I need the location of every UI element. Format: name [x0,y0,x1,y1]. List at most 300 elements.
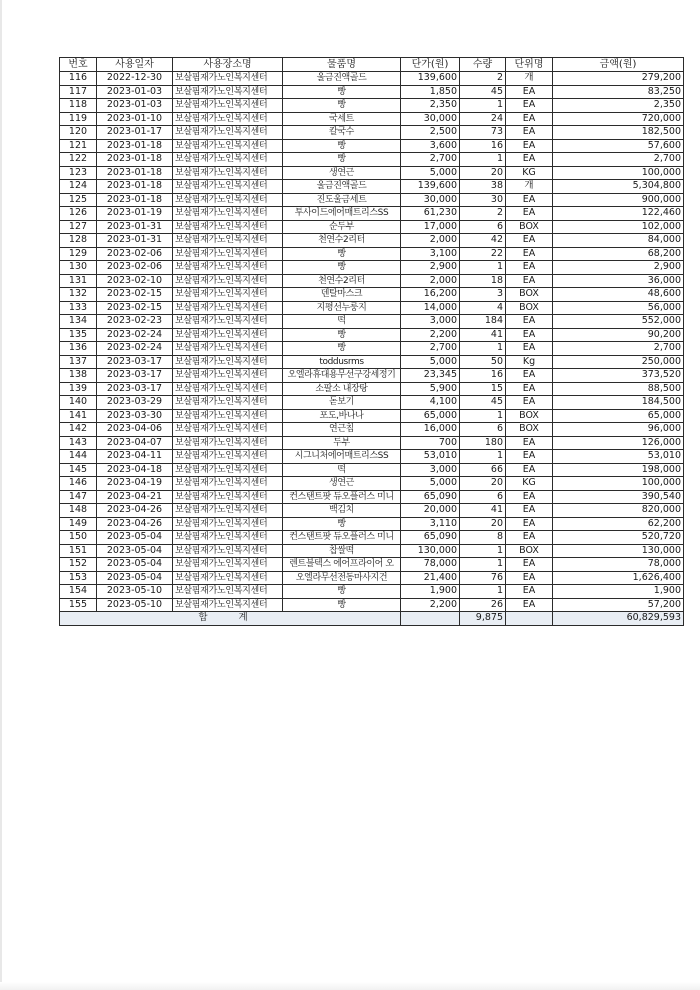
cell-item: 백김치 [283,504,401,518]
cell-site: 보살핌재가노인복지센터 [173,504,283,518]
cell-date: 2023-04-06 [97,423,173,437]
cell-amount: 820,000 [553,504,684,518]
cell-qty: 1 [460,544,506,558]
cell-price: 5,000 [401,477,460,491]
cell-price: 5,000 [401,355,460,369]
cell-unit: EA [506,207,553,221]
cell-qty: 6 [460,423,506,437]
cell-date: 2023-01-18 [97,153,173,167]
cell-no: 151 [60,544,97,558]
cell-site: 보살핌재가노인복지센터 [173,544,283,558]
cell-no: 140 [60,396,97,410]
cell-price: 5,000 [401,166,460,180]
cell-unit: EA [506,450,553,464]
header-row [60,58,684,72]
cell-no: 129 [60,247,97,261]
cell-date: 2023-01-03 [97,99,173,113]
cell-qty: 1 [460,153,506,167]
cell-no: 133 [60,301,97,315]
cell-date: 2023-04-07 [97,436,173,450]
cell-amount: 68,200 [553,247,684,261]
cell-unit: EA [506,517,553,531]
table-row [60,490,684,504]
cell-price: 17,000 [401,220,460,234]
cell-site: 보살핌재가노인복지센터 [173,261,283,275]
cell-amount: 102,000 [553,220,684,234]
cell-site: 보살핌재가노인복지센터 [173,342,283,356]
cell-item: 떡 [283,463,401,477]
cell-amount: 57,200 [553,598,684,612]
cell-site: 보살핌재가노인복지센터 [173,328,283,342]
header-amount: 금액(원) [553,58,684,72]
cell-price: 130,000 [401,544,460,558]
cell-site: 보살핌재가노인복지센터 [173,274,283,288]
cell-item: 떡 [283,315,401,329]
cell-unit: 개 [506,180,553,194]
cell-amount: 552,000 [553,315,684,329]
cell-unit: BOX [506,288,553,302]
cell-item: 컨스탠트팟 듀오플러스 미니 [283,531,401,545]
table-row [60,288,684,302]
cell-item: 순두부 [283,220,401,234]
cell-price: 5,900 [401,382,460,396]
cell-unit: EA [506,396,553,410]
header-no: 번호 [60,58,97,72]
table-row [60,193,684,207]
cell-date: 2023-02-23 [97,315,173,329]
cell-qty: 1 [460,585,506,599]
cell-no: 125 [60,193,97,207]
cell-qty: 41 [460,328,506,342]
cell-no: 145 [60,463,97,477]
cell-item: 빵 [283,99,401,113]
cell-site: 보살핌재가노인복지센터 [173,369,283,383]
cell-no: 147 [60,490,97,504]
cell-qty: 50 [460,355,506,369]
table-header [60,58,684,72]
cell-date: 2023-03-29 [97,396,173,410]
cell-amount: 78,000 [553,558,684,572]
cell-no: 130 [60,261,97,275]
total-row [60,612,684,626]
header-qty: 수량 [460,58,506,72]
cell-date: 2023-01-31 [97,220,173,234]
cell-unit: EA [506,85,553,99]
cell-item: 포도,바나나 [283,409,401,423]
cell-qty: 45 [460,396,506,410]
table-row [60,207,684,221]
table-row [60,328,684,342]
header-unit: 단위명 [506,58,553,72]
cell-qty: 42 [460,234,506,248]
cell-unit: EA [506,571,553,585]
cell-date: 2023-01-31 [97,234,173,248]
cell-no: 134 [60,315,97,329]
cell-price: 1,850 [401,85,460,99]
cell-item: 빵 [283,261,401,275]
cell-qty: 184 [460,315,506,329]
table-row [60,153,684,167]
table-row [60,436,684,450]
cell-unit: EA [506,598,553,612]
cell-item: 진도울금세트 [283,193,401,207]
cell-amount: 390,540 [553,490,684,504]
cell-unit: EA [506,369,553,383]
cell-amount: 100,000 [553,477,684,491]
cell-site: 보살핌재가노인복지센터 [173,477,283,491]
cell-price: 21,400 [401,571,460,585]
cell-price: 700 [401,436,460,450]
cell-item: 소팔소 내장탕 [283,382,401,396]
cell-unit: KG [506,477,553,491]
cell-date: 2023-01-18 [97,166,173,180]
cell-no: 139 [60,382,97,396]
cell-unit: EA [506,247,553,261]
cell-amount: 65,000 [553,409,684,423]
cell-amount: 130,000 [553,544,684,558]
cell-qty: 1 [460,558,506,572]
table-row [60,166,684,180]
cell-amount: 373,520 [553,369,684,383]
cell-unit: EA [506,436,553,450]
cell-date: 2023-01-03 [97,85,173,99]
cell-qty: 45 [460,85,506,99]
cell-amount: 62,200 [553,517,684,531]
table-row [60,571,684,585]
cell-unit: EA [506,558,553,572]
cell-item: 생연근 [283,166,401,180]
cell-amount: 5,304,800 [553,180,684,194]
cell-price: 1,900 [401,585,460,599]
cell-unit: BOX [506,220,553,234]
table-row [60,301,684,315]
cell-date: 2023-02-24 [97,342,173,356]
cell-price: 3,110 [401,517,460,531]
cell-item: 투사이드에어매트리스SS [283,207,401,221]
cell-amount: 2,900 [553,261,684,275]
table-row [60,517,684,531]
cell-unit: EA [506,342,553,356]
cell-no: 123 [60,166,97,180]
cell-site: 보살핌재가노인복지센터 [173,126,283,140]
table-row [60,274,684,288]
cell-unit: EA [506,463,553,477]
cell-site: 보살핌재가노인복지센터 [173,315,283,329]
cell-site: 보살핌재가노인복지센터 [173,247,283,261]
cell-unit: BOX [506,301,553,315]
table-row [60,139,684,153]
cell-site: 보살핌재가노인복지센터 [173,463,283,477]
table-row [60,450,684,464]
cell-date: 2023-02-24 [97,328,173,342]
cell-date: 2023-05-10 [97,598,173,612]
cell-no: 131 [60,274,97,288]
cell-price: 2,700 [401,342,460,356]
cell-date: 2023-02-06 [97,247,173,261]
header-item: 물품명 [283,58,401,72]
cell-site: 보살핌재가노인복지센터 [173,207,283,221]
cell-date: 2023-01-10 [97,112,173,126]
cell-amount: 1,900 [553,585,684,599]
cell-qty: 4 [460,301,506,315]
cell-date: 2022-12-30 [97,72,173,86]
header-site: 사용장소명 [173,58,283,72]
cell-qty: 73 [460,126,506,140]
table-body [60,72,684,612]
cell-item: 천연수2리터 [283,234,401,248]
cell-date: 2023-03-17 [97,369,173,383]
cell-date: 2023-04-19 [97,477,173,491]
table-row [60,99,684,113]
cell-no: 122 [60,153,97,167]
table-row [60,126,684,140]
cell-item: 빵 [283,598,401,612]
total-quantity: 9,875 [460,612,506,626]
cell-qty: 15 [460,382,506,396]
cell-item: 컨스탠트팟 듀오플러스 미니 [283,490,401,504]
cell-date: 2023-01-19 [97,207,173,221]
cell-amount: 90,200 [553,328,684,342]
cell-amount: 100,000 [553,166,684,180]
table-row [60,180,684,194]
cell-unit: KG [506,166,553,180]
cell-price: 2,200 [401,598,460,612]
cell-item: 울금진액골드 [283,72,401,86]
cell-unit: EA [506,261,553,275]
cell-no: 142 [60,423,97,437]
cell-site: 보살핌재가노인복지센터 [173,517,283,531]
cell-amount: 48,600 [553,288,684,302]
cell-price: 2,500 [401,126,460,140]
table-row [60,382,684,396]
cell-item: 칼국수 [283,126,401,140]
cell-no: 155 [60,598,97,612]
total-unit-blank [506,612,553,626]
cell-qty: 1 [460,409,506,423]
cell-no: 127 [60,220,97,234]
cell-item: 두부 [283,436,401,450]
table-footer [60,612,684,626]
cell-site: 보살핌재가노인복지센터 [173,234,283,248]
cell-date: 2023-02-06 [97,261,173,275]
cell-amount: 53,010 [553,450,684,464]
cell-price: 2,000 [401,234,460,248]
cell-date: 2023-04-26 [97,517,173,531]
cell-price: 2,000 [401,274,460,288]
cell-price: 20,000 [401,504,460,518]
cell-item: 생연근 [283,477,401,491]
table-row [60,85,684,99]
cell-amount: 2,700 [553,153,684,167]
cell-no: 135 [60,328,97,342]
cell-price: 16,200 [401,288,460,302]
table-row [60,585,684,599]
cell-site: 보살핌재가노인복지센터 [173,396,283,410]
cell-no: 124 [60,180,97,194]
cell-item: 빵 [283,342,401,356]
cell-unit: EA [506,126,553,140]
page-edge-shadow [0,982,700,990]
table-row [60,72,684,86]
cell-unit: 개 [506,72,553,86]
cell-price: 78,000 [401,558,460,572]
cell-no: 152 [60,558,97,572]
cell-item: 지평선누룽지 [283,301,401,315]
cell-amount: 56,000 [553,301,684,315]
cell-no: 149 [60,517,97,531]
cell-price: 16,000 [401,423,460,437]
cell-amount: 279,200 [553,72,684,86]
cell-item: 오엘라무선전동마사지건 [283,571,401,585]
cell-qty: 2 [460,72,506,86]
cell-no: 146 [60,477,97,491]
cell-item: toddusrms [283,355,401,369]
cell-qty: 2 [460,207,506,221]
cell-site: 보살핌재가노인복지센터 [173,72,283,86]
cell-item: 빵 [283,517,401,531]
table-row [60,477,684,491]
cell-unit: EA [506,139,553,153]
table-row [60,544,684,558]
cell-site: 보살핌재가노인복지센터 [173,99,283,113]
cell-site: 보살핌재가노인복지센터 [173,85,283,99]
cell-date: 2023-02-15 [97,301,173,315]
table-row [60,463,684,477]
cell-date: 2023-05-04 [97,558,173,572]
cell-item: 돋보기 [283,396,401,410]
cell-no: 121 [60,139,97,153]
cell-qty: 1 [460,450,506,464]
cell-date: 2023-04-18 [97,463,173,477]
cell-price: 4,100 [401,396,460,410]
cell-qty: 1 [460,342,506,356]
cell-unit: EA [506,382,553,396]
cell-price: 30,000 [401,193,460,207]
cell-qty: 24 [460,112,506,126]
cell-site: 보살핌재가노인복지센터 [173,571,283,585]
cell-date: 2023-01-17 [97,126,173,140]
cell-date: 2023-02-10 [97,274,173,288]
cell-qty: 38 [460,180,506,194]
table-row [60,504,684,518]
cell-item: 빵 [283,153,401,167]
cell-qty: 20 [460,477,506,491]
cell-qty: 20 [460,166,506,180]
cell-site: 보살핌재가노인복지센터 [173,450,283,464]
cell-qty: 6 [460,220,506,234]
cell-site: 보살핌재가노인복지센터 [173,220,283,234]
cell-price: 3,000 [401,315,460,329]
cell-qty: 20 [460,517,506,531]
cell-date: 2023-03-17 [97,355,173,369]
cell-qty: 16 [460,369,506,383]
cell-site: 보살핌재가노인복지센터 [173,180,283,194]
cell-price: 65,090 [401,490,460,504]
cell-unit: EA [506,99,553,113]
cell-item: 시그니처에어매트리스SS [283,450,401,464]
cell-no: 128 [60,234,97,248]
cell-no: 144 [60,450,97,464]
cell-item: 빵 [283,85,401,99]
table-row [60,369,684,383]
cell-price: 2,700 [401,153,460,167]
cell-amount: 1,626,400 [553,571,684,585]
cell-date: 2023-01-18 [97,139,173,153]
cell-qty: 18 [460,274,506,288]
cell-item: 오엘라휴대용무선구강세정기 [283,369,401,383]
cell-item: 빵 [283,247,401,261]
cell-no: 138 [60,369,97,383]
header-price: 단가(원) [401,58,460,72]
cell-qty: 180 [460,436,506,450]
cell-no: 137 [60,355,97,369]
cell-unit: EA [506,112,553,126]
cell-qty: 16 [460,139,506,153]
cell-no: 154 [60,585,97,599]
table-row [60,234,684,248]
cell-unit: EA [506,153,553,167]
cell-date: 2023-01-18 [97,180,173,194]
cell-price: 14,000 [401,301,460,315]
cell-site: 보살핌재가노인복지센터 [173,436,283,450]
cell-unit: BOX [506,423,553,437]
cell-item: 빵 [283,328,401,342]
total-amount: 60,829,593 [553,612,684,626]
cell-amount: 2,700 [553,342,684,356]
cell-qty: 22 [460,247,506,261]
cell-qty: 6 [460,490,506,504]
cell-no: 119 [60,112,97,126]
cell-amount: 720,000 [553,112,684,126]
cell-site: 보살핌재가노인복지센터 [173,531,283,545]
cell-price: 3,600 [401,139,460,153]
cell-unit: EA [506,504,553,518]
cell-site: 보살핌재가노인복지센터 [173,355,283,369]
cell-price: 61,230 [401,207,460,221]
table-row [60,355,684,369]
cell-site: 보살핌재가노인복지센터 [173,598,283,612]
table-row [60,598,684,612]
table-row [60,409,684,423]
cell-no: 143 [60,436,97,450]
cell-amount: 126,000 [553,436,684,450]
cell-item: 빵 [283,139,401,153]
cell-amount: 250,000 [553,355,684,369]
cell-site: 보살핌재가노인복지센터 [173,585,283,599]
cell-price: 3,100 [401,247,460,261]
cell-qty: 1 [460,99,506,113]
cell-no: 117 [60,85,97,99]
cell-item: 울금진액골드 [283,180,401,194]
cell-amount: 88,500 [553,382,684,396]
cell-qty: 26 [460,598,506,612]
cell-qty: 41 [460,504,506,518]
cell-amount: 96,000 [553,423,684,437]
usage-ledger-table [59,57,684,626]
cell-unit: EA [506,328,553,342]
cell-unit: EA [506,193,553,207]
total-label: 합 계 [60,612,401,626]
cell-amount: 900,000 [553,193,684,207]
header-date: 사용일자 [97,58,173,72]
table-row [60,342,684,356]
cell-site: 보살핌재가노인복지센터 [173,112,283,126]
cell-no: 118 [60,99,97,113]
cell-amount: 198,000 [553,463,684,477]
cell-no: 148 [60,504,97,518]
cell-unit: Kg [506,355,553,369]
table-row [60,423,684,437]
